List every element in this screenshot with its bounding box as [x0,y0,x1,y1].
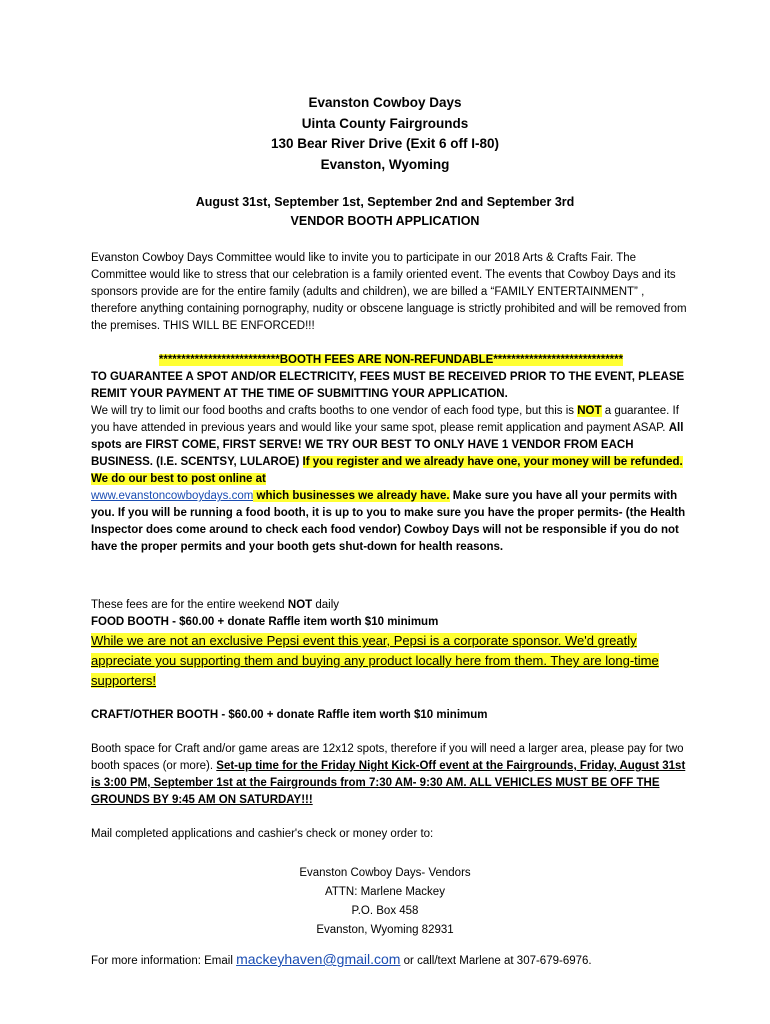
weekend-section [91,597,691,691]
limit-not: NOT [577,405,602,417]
craft-booth-price: CRAFT/OTHER BOOTH - $60.00 + donate Raffle item worth $10 minimum [91,709,488,721]
event-dates: August 31st, September 1st, September 2nd and September 3rd [195,195,575,209]
mailing-address [0,864,770,940]
address-line-1: Evanston Cowboy Days- Vendors [299,867,471,879]
booth-space-paragraph [91,741,691,809]
venue-address: 130 Bear River Drive (Exit 6 off I-80) [270,136,500,151]
which-businesses: which businesses we already have. [253,490,450,502]
booth-space-text: Booth space for Craft and/or game areas are 12x12 spots, therefore if you will need a larger area, please pay for two booth spaces (or more). [91,743,684,772]
mail-instructions: Mail completed applications and cashier's check or money order to: [91,828,434,840]
weekend-not: NOT [287,599,313,611]
setup-time-notice: Set-up time for the Friday Night Kick-Off event at the Fairgrounds, Friday, August 31st is 3:00 PM, September 1st at the Fairgrounds from 7:30 AM- 9:30 AM. ALL VEHICLES MUST BE OFF THE GROUNDS BY 9:45 AM ON SATURDAY!!! [91,760,686,806]
fees-title [91,352,691,369]
event-header [0,93,770,175]
food-booth-price: FOOD BOOTH - $60.00 + donate Raffle item worth $10 minimum [91,616,439,628]
fees-section [91,352,691,556]
weekend-text [91,597,691,614]
fees-body [91,403,691,556]
more-info-suffix: or call/text Marlene at 307-679-6976. [400,955,592,967]
more-info-prefix: For more information: Email [91,955,237,967]
venue-city: Evanston, Wyoming [320,156,450,172]
event-subheader [0,193,770,231]
address-line-3: P.O. Box 458 [351,905,419,917]
weekend-text-b: daily [312,599,340,611]
guarantee-notice: TO GUARANTEE A SPOT AND/OR ELECTRICITY, FEES MUST BE RECEIVED PRIOR TO THE EVENT, PLEASE REMIT YOUR PAYMENT AT THE TIME OF SUBMITTING YOUR APPLICATION. [91,371,685,400]
intro-paragraph: Evanston Cowboy Days Committee would like to invite you to participate in our 2018 Arts & Crafts Fair. The Committee would like to stress that our celebration is a family oriented event. The events that Cowboy Days and its sponsors provide are for the entire family (adults and children), we are billed a “FAMILY ENTERTAINMENT” , therefore anything containing pornography, nudity or obscene language is strictly prohibited and will be removed from the premises. THIS WILL BE ENFORCED!!! [91,252,687,332]
pepsi-sponsor-note [91,631,691,691]
address-line-4: Evanston, Wyoming 82931 [316,924,454,936]
refund-notice: If you register and we already have one, your money will be refunded. We do our best to post online at [91,456,683,485]
pepsi-note-text: While we are not an exclusive Pepsi event this year, Pepsi is a corporate sponsor. We'd greatly appreciate you supporting them and buying any product locally here from them. They are long-time supporters! [91,633,659,688]
venue-name: Uinta County Fairgrounds [301,115,469,131]
address-line-2: ATTN: Marlene Mackey [325,886,445,898]
event-name: Evanston Cowboy Days [308,95,462,110]
first-come-notice: All spots are FIRST COME, FIRST SERVE! WE TRY OUR BEST TO ONLY HAVE 1 VENDOR FROM EACH BUSINESS. (I.E. SCENTSY, LULAROE) [91,422,684,468]
fees-title-text: ***************************BOOTH FEES ARE NON-REFUNDABLE***************************** [158,354,624,366]
application-title: VENDOR BOOTH APPLICATION [290,214,480,228]
website-link[interactable]: www.evanstoncowboydays.com [91,490,254,502]
more-info-line [91,951,691,970]
limit-text-a: We will try to limit our food booths and crafts booths to one vendor of each food type, but this is [91,405,578,417]
limit-text-b: a guarantee. If you have attended in previous years and would like your same spot, please remit application and payment ASAP. [91,405,679,434]
email-link[interactable]: mackeyhaven@gmail.com [236,951,401,967]
permits-notice: Make sure you have all your permits with you. If you will be running a food booth, it is up to you to make sure you have the proper permits- (the Health Inspector does come around to check each food vendor) Cowboy Days will not be responsible if you do not have the proper permits and your booth gets shut-down for health reasons. [91,490,686,553]
weekend-text-a: These fees are for the entire weekend [91,599,288,611]
